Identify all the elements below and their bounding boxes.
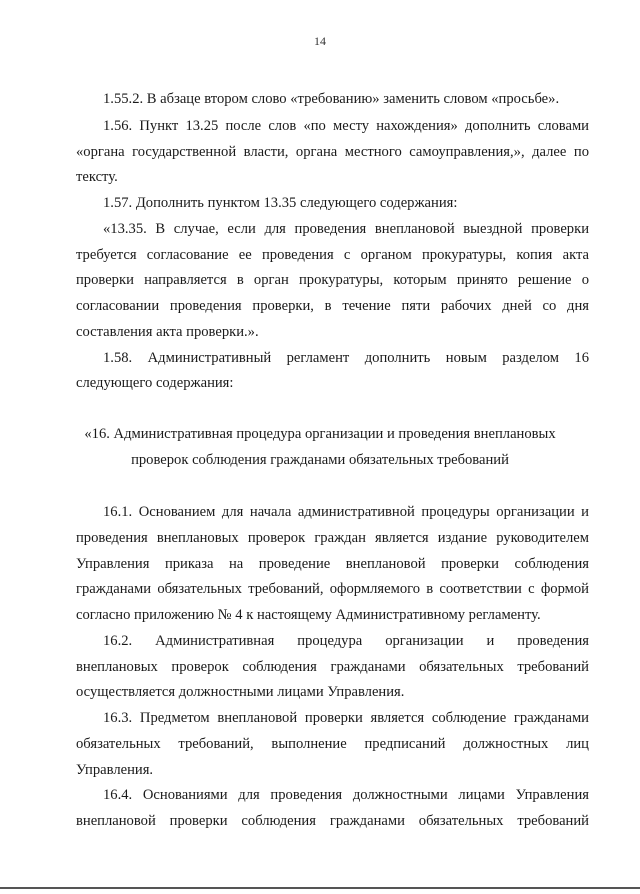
paragraph-line: внеплановой проверки соблюдения гражданами обязательных требований bbox=[76, 813, 589, 829]
paragraph-line: 1.55.2. В абзаце втором слово «требованию» заменить словом «просьбе». bbox=[103, 91, 560, 107]
paragraph-line: гражданами обязательных требований, оформляемого в соответствии с формой bbox=[76, 581, 589, 597]
paragraph-line: следующего содержания: bbox=[76, 375, 234, 391]
paragraph-line: требуется согласование ее проведения с органом прокуратуры, копия акта bbox=[76, 247, 589, 263]
paragraph-line: согласно приложению № 4 к настоящему Административному регламенту. bbox=[76, 607, 541, 623]
paragraph-line: Управления приказа на проведение внеплановой проверки соблюдения bbox=[76, 556, 589, 572]
paragraph-line: 1.58. Административный регламент дополнить новым разделом 16 bbox=[103, 350, 589, 366]
paragraph-line: «органа государственной власти, органа местного самоуправления,», далее по bbox=[76, 144, 589, 160]
page-number: 14 bbox=[314, 34, 326, 48]
paragraph-line: 1.57. Дополнить пунктом 13.35 следующего содержания: bbox=[103, 195, 458, 211]
paragraph-line: обязательных требований, выполнение предписаний должностных лиц bbox=[76, 736, 589, 752]
paragraph-line: тексту. bbox=[76, 169, 118, 185]
section-heading: проверок соблюдения гражданами обязательных требований bbox=[131, 452, 509, 468]
paragraph-line: Управления. bbox=[76, 762, 154, 778]
paragraph-line: 16.3. Предметом внеплановой проверки является соблюдение гражданами bbox=[103, 710, 589, 726]
page-bottom-edge bbox=[0, 887, 640, 889]
paragraph-line: 16.2. Административная процедура организации и проведения bbox=[103, 633, 589, 649]
paragraph-line: проверки направляется в орган прокуратуры, которым принято решение о bbox=[76, 272, 589, 288]
paragraph-line: осуществляется должностными лицами Управления. bbox=[76, 684, 405, 700]
paragraph-line: внеплановых проверок соблюдения гражданами обязательных требований bbox=[76, 659, 589, 675]
paragraph-line: «13.35. В случае, если для проведения внеплановой выездной проверки bbox=[103, 221, 589, 237]
paragraph-line: проведения внеплановых проверок граждан является издание руководителем bbox=[76, 530, 589, 546]
section-heading: «16. Административная процедура организации и проведения внеплановых bbox=[84, 426, 556, 442]
paragraph-line: 16.1. Основанием для начала административной процедуры организации и bbox=[103, 504, 589, 520]
paragraph-line: 16.4. Основаниями для проведения должностными лицами Управления bbox=[103, 787, 589, 803]
paragraph-line: составления акта проверки.». bbox=[76, 324, 259, 340]
paragraph-line: согласовании проведения проверки, в течение пяти рабочих дней со дня bbox=[76, 298, 589, 314]
paragraph-line: 1.56. Пункт 13.25 после слов «по месту нахождения» дополнить словами bbox=[103, 118, 589, 134]
